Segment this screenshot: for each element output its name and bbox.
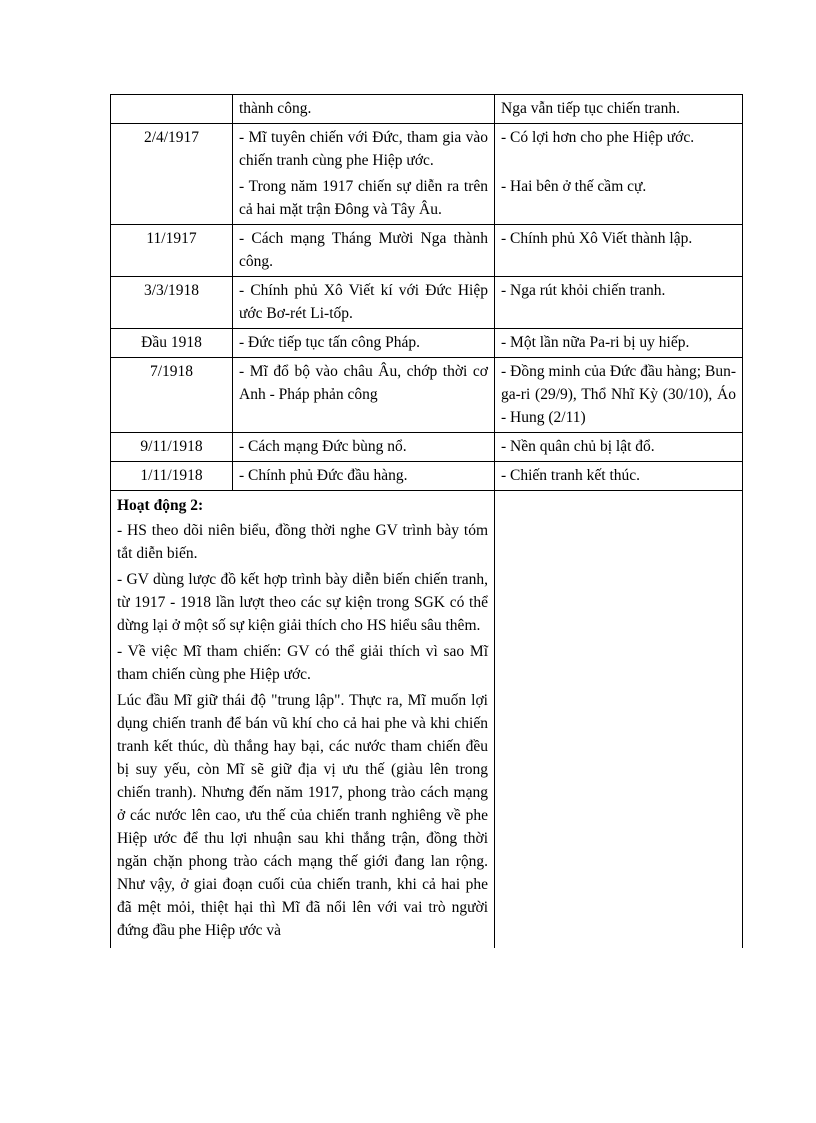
activity-paragraph: Lúc đầu Mĩ giữ thái độ "trung lập". Thực ra, Mĩ muốn lợi dụng chiến tranh để bán vũ khí cho cả hai phe và khi chiến tranh kết thúc, dù thắng hay bại, các nước tham chiến đều bị suy yếu, còn Mĩ sẽ giữ địa vị ưu thế (giàu lên trong chiến tranh). Nhưng đến năm 1917, phong trào cách mạng ở các nước lên cao, ưu thế của chiến tranh nghiêng về phe Hiệp ước để thu lợi nhuận sau khi thắng trận, đồng thời ngăn chặn phong trào cách mạng thế giới đang lan rộng. Như vậy, ở giai đoạn cuối của chiến tranh, khi cả hai phe đã mệt mỏi, thiệt hại thì Mĩ đã nổi lên với vai trò người đứng đầu phe Hiệp ước và xyxy=(117,692,488,939)
date-cell: 11/1917 xyxy=(111,225,233,277)
activity-heading: Hoạt động 2: xyxy=(117,497,204,514)
date-cell: Đầu 1918 xyxy=(111,329,233,358)
event-cell xyxy=(233,358,495,433)
event-cell xyxy=(233,277,495,329)
result-cell xyxy=(495,462,743,491)
date-cell: 9/11/1918 xyxy=(111,433,233,462)
event-text: - Chính phủ Đức đầu hàng. xyxy=(239,467,408,484)
event-cell xyxy=(233,433,495,462)
result-text: - Một lần nữa Pa-ri bị uy hiếp. xyxy=(501,334,690,351)
event-text: - Đức tiếp tục tấn công Pháp. xyxy=(239,334,421,351)
result-text: - Đồng minh của Đức đầu hàng; Bun-ga-ri (29/9), Thổ Nhĩ Kỳ (30/10), Áo - Hung (2/11) xyxy=(501,363,736,426)
result-text: Nga vẫn tiếp tục chiến tranh. xyxy=(501,100,681,117)
timeline-body xyxy=(111,95,743,491)
result-cell xyxy=(495,124,743,225)
table-row xyxy=(111,277,743,329)
activity-cell xyxy=(111,491,495,949)
table-row xyxy=(111,462,743,491)
event-text: - Trong năm 1917 chiến sự diễn ra trên cả hai mặt trận Đông và Tây Âu. xyxy=(239,178,488,218)
result-text: - Hai bên ở thế cầm cự. xyxy=(501,178,647,195)
date-cell: 2/4/1917 xyxy=(111,124,233,225)
date-cell xyxy=(111,95,233,124)
activity-paragraph: - GV dùng lược đồ kết hợp trình bày diễn biến chiến tranh, từ 1917 - 1918 lần lượt theo các sự kiện trong SGK có thể dừng lại ở một số sự kiện giải thích cho HS hiểu sâu thêm. xyxy=(117,571,488,634)
result-text: - Chiến tranh kết thúc. xyxy=(501,467,641,484)
result-cell xyxy=(495,329,743,358)
event-cell xyxy=(233,95,495,124)
activity-notes-cell xyxy=(495,491,743,949)
timeline-table xyxy=(110,94,743,491)
table-row xyxy=(111,358,743,433)
event-text: - Cách mạng Đức bùng nổ. xyxy=(239,438,407,455)
event-cell xyxy=(233,124,495,225)
activity-table xyxy=(110,490,743,948)
event-text: - Chính phủ Xô Viết kí với Đức Hiệp ước Bơ-rét Li-tốp. xyxy=(239,282,488,322)
event-text: - Mĩ tuyên chiến với Đức, tham gia vào chiến tranh cùng phe Hiệp ước. xyxy=(239,129,488,169)
date-cell: 3/3/1918 xyxy=(111,277,233,329)
event-cell xyxy=(233,462,495,491)
result-cell xyxy=(495,433,743,462)
date-cell: 7/1918 xyxy=(111,358,233,433)
result-cell xyxy=(495,225,743,277)
result-text: - Nền quân chủ bị lật đổ. xyxy=(501,438,655,455)
event-text: - Cách mạng Tháng Mười Nga thành công. xyxy=(239,230,488,270)
date-cell: 1/11/1918 xyxy=(111,462,233,491)
result-text: - Chính phủ Xô Viết thành lập. xyxy=(501,230,693,247)
result-cell xyxy=(495,277,743,329)
result-text: - Nga rút khỏi chiến tranh. xyxy=(501,282,666,299)
event-cell xyxy=(233,225,495,277)
event-text: - Mĩ đổ bộ vào châu Âu, chớp thời cơ Anh - Pháp phản công xyxy=(239,363,488,403)
result-text: - Có lợi hơn cho phe Hiệp ước. xyxy=(501,129,695,146)
activity-paragraph: - HS theo dõi niên biểu, đồng thời nghe GV trình bày tóm tắt diễn biến. xyxy=(117,522,488,562)
event-text: thành công. xyxy=(239,100,312,117)
result-cell xyxy=(495,95,743,124)
activity-paragraph: - Về việc Mĩ tham chiến: GV có thể giải thích vì sao Mĩ tham chiến cùng phe Hiệp ước. xyxy=(117,643,488,683)
activity-row xyxy=(111,491,743,949)
table-row xyxy=(111,433,743,462)
table-row xyxy=(111,124,743,225)
result-cell xyxy=(495,358,743,433)
table-row xyxy=(111,329,743,358)
document-page xyxy=(110,94,742,948)
table-row xyxy=(111,95,743,124)
table-row xyxy=(111,225,743,277)
event-cell xyxy=(233,329,495,358)
